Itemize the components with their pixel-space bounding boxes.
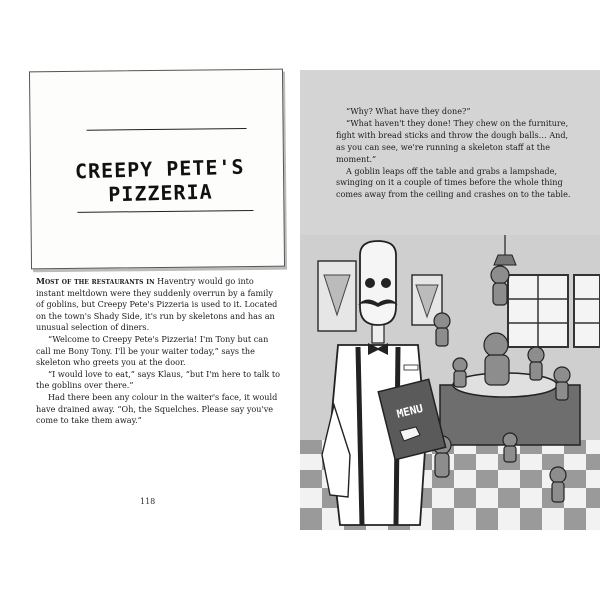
right-body-text xyxy=(336,106,572,201)
right-page xyxy=(300,70,600,530)
paragraph: “I would love to eat,” says Klaus, “but I'm here to talk to the goblins over there.” xyxy=(36,368,280,391)
note-rule-bottom xyxy=(77,210,253,213)
paragraph: “What haven't they done! They chew on the furniture, fight with bread sticks and throw the dough balls… And, as you can see, we're running a skeleton staff at the moment.” xyxy=(336,117,569,164)
lampshade xyxy=(494,255,516,265)
paragraph: Had there been any colour in the waiter's face, it would have drained away. “Oh, the Squelches. Please say you've come to take them away.” xyxy=(36,391,278,426)
left-body-text xyxy=(36,276,280,427)
paragraph: “Welcome to Creepy Pete's Pizzeria! I'm Tony but can call me Bony Tony. I'll be your waiter today,” says the skeleton who greets you at the door. xyxy=(36,333,269,368)
page-number: 118 xyxy=(140,497,156,506)
paragraph: Most of the restaurants in Haventry would go into instant meltdown were they suddenly overrun by a family of goblins, but Creepy Pete's Pizzeria is used to it. Located on the town's Shady Side, it's run by skeletons and has an unusual selection of diners. xyxy=(36,276,278,333)
paragraph: A goblin leaps off the table and grabs a lampshade, swinging on it a couple of times before the whole thing comes away from the ceiling and crashes on to the table. xyxy=(336,165,571,200)
paragraph: “Why? What have they done?” xyxy=(346,106,471,116)
window xyxy=(508,275,600,347)
lead-in: Most of the restaurants in xyxy=(36,276,155,286)
menu-label: MENU xyxy=(395,401,425,421)
note-rule-top xyxy=(87,128,247,131)
restaurant-illustration xyxy=(300,235,600,530)
paper-note xyxy=(29,69,285,270)
chapter-heading: CREEPY PETE'S PIZZERIA xyxy=(74,154,245,207)
